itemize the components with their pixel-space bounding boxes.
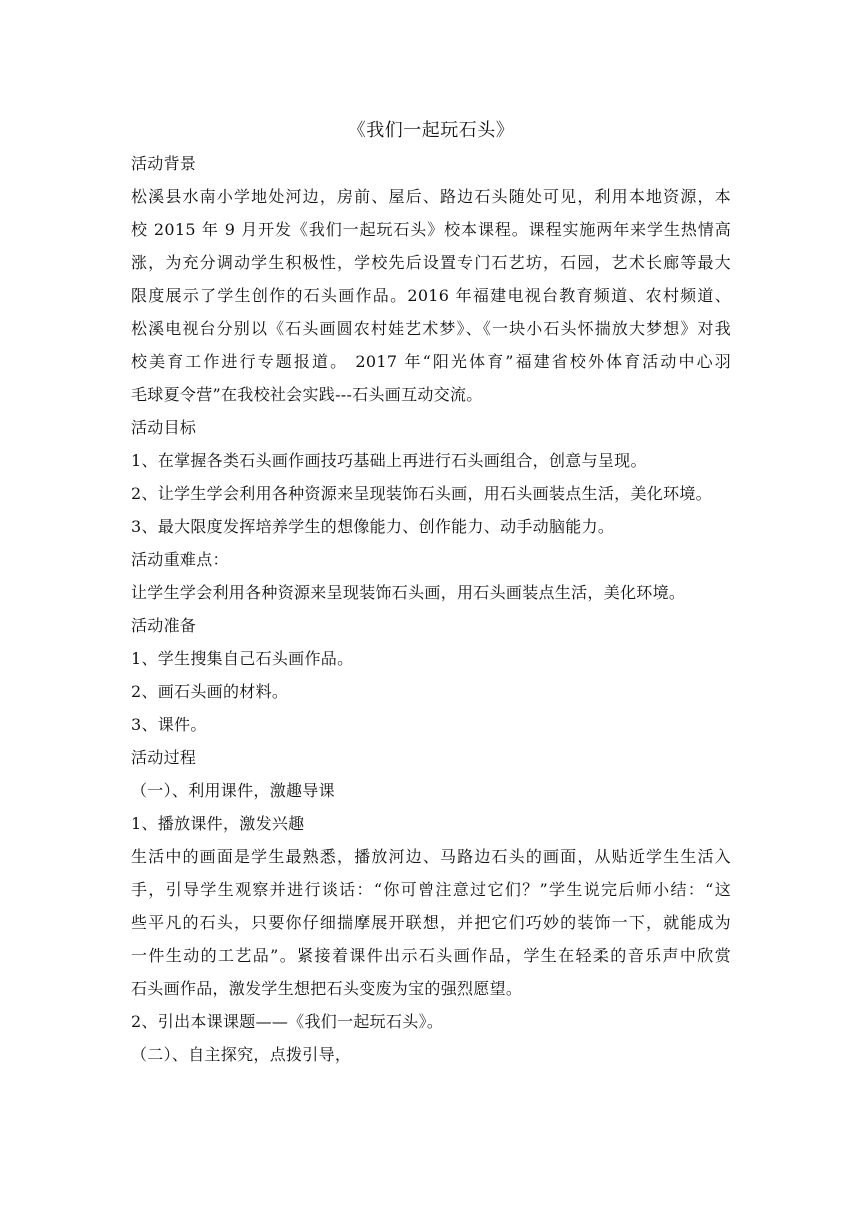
document-title: 《我们一起玩石头》	[347, 120, 515, 141]
paragraph-line: 些平凡的石头，只要你仔细揣摩展开联想，并把它们巧妙的装饰一下，就能成为	[131, 913, 731, 932]
paragraph-line: 手，引导学生观察并进行谈话：“你可曾注意过它们？”学生说完后师小结：“这	[131, 880, 731, 899]
list-item: 1、在掌握各类石头画作画技巧基础上再进行石头画组合，创意与呈现。	[131, 451, 647, 470]
list-item: 2、让学生学会利用各种资源来呈现装饰石头画，用石头画装点生活，美化环境。	[131, 484, 712, 503]
paragraph-line: 松溪电视台分别以《石头画圆农村娃艺术梦》、《一块小石头怀揣放大梦想》对我	[131, 319, 731, 338]
section-heading-goals: 活动目标	[131, 418, 197, 437]
paragraph-line: 限度展示了学生创作的石头画作品。2016 年福建电视台教育频道、农村频道、	[131, 286, 731, 305]
list-item: 2、引出本课课题——《我们一起玩石头》。	[131, 1012, 444, 1031]
section-heading-background: 活动背景	[131, 154, 197, 173]
section-heading-process: 活动过程	[131, 748, 197, 767]
paragraph-line: 毛球夏令营”在我校社会实践---石头画互动交流。	[131, 385, 483, 404]
paragraph-line: 校美育工作进行专题报道。 2017 年“阳光体育”福建省校外体育活动中心羽	[131, 352, 731, 371]
list-item: 1、播放课件，激发兴趣	[131, 814, 305, 833]
paragraph-line: 生活中的画面是学生最熟悉，播放河边、马路边石头的画面，从贴近学生生活入	[131, 847, 731, 866]
list-item: 3、课件。	[131, 715, 207, 734]
subsection-heading: （一）、利用课件，激趣导课	[131, 781, 335, 800]
paragraph-line: 让学生学会利用各种资源来呈现装饰石头画，用石头画装点生活，美化环境。	[131, 583, 686, 602]
subsection-heading: （二）、自主探究，点拨引导，	[131, 1045, 352, 1064]
section-heading-preparation: 活动准备	[131, 616, 197, 635]
list-item: 3、最大限度发挥培养学生的想像能力、创作能力、动手动脑能力。	[131, 517, 615, 536]
paragraph-line: 校 2015 年 9 月开发《我们一起玩石头》校本课程。课程实施两年来学生热情高	[131, 220, 731, 239]
paragraph-line: 石头画作品，激发学生想把石头变废为宝的强烈愿望。	[131, 979, 523, 998]
list-item: 2、画石头画的材料。	[131, 682, 289, 701]
document-body	[131, 115, 731, 1071]
section-heading-key-points: 活动重难点：	[131, 550, 229, 569]
paragraph-line: 松溪县水南小学地处河边，房前、屋后、路边石头随处可见，利用本地资源，本	[131, 187, 731, 206]
paragraph-line: 一件生动的工艺品”。紧接着课件出示石头画作品，学生在轻柔的音乐声中欣赏	[131, 946, 731, 965]
paragraph-line: 涨，为充分调动学生积极性，学校先后设置专门石艺坊，石园，艺术长廊等最大	[131, 253, 731, 272]
list-item: 1、学生搜集自己石头画作品。	[131, 649, 354, 668]
